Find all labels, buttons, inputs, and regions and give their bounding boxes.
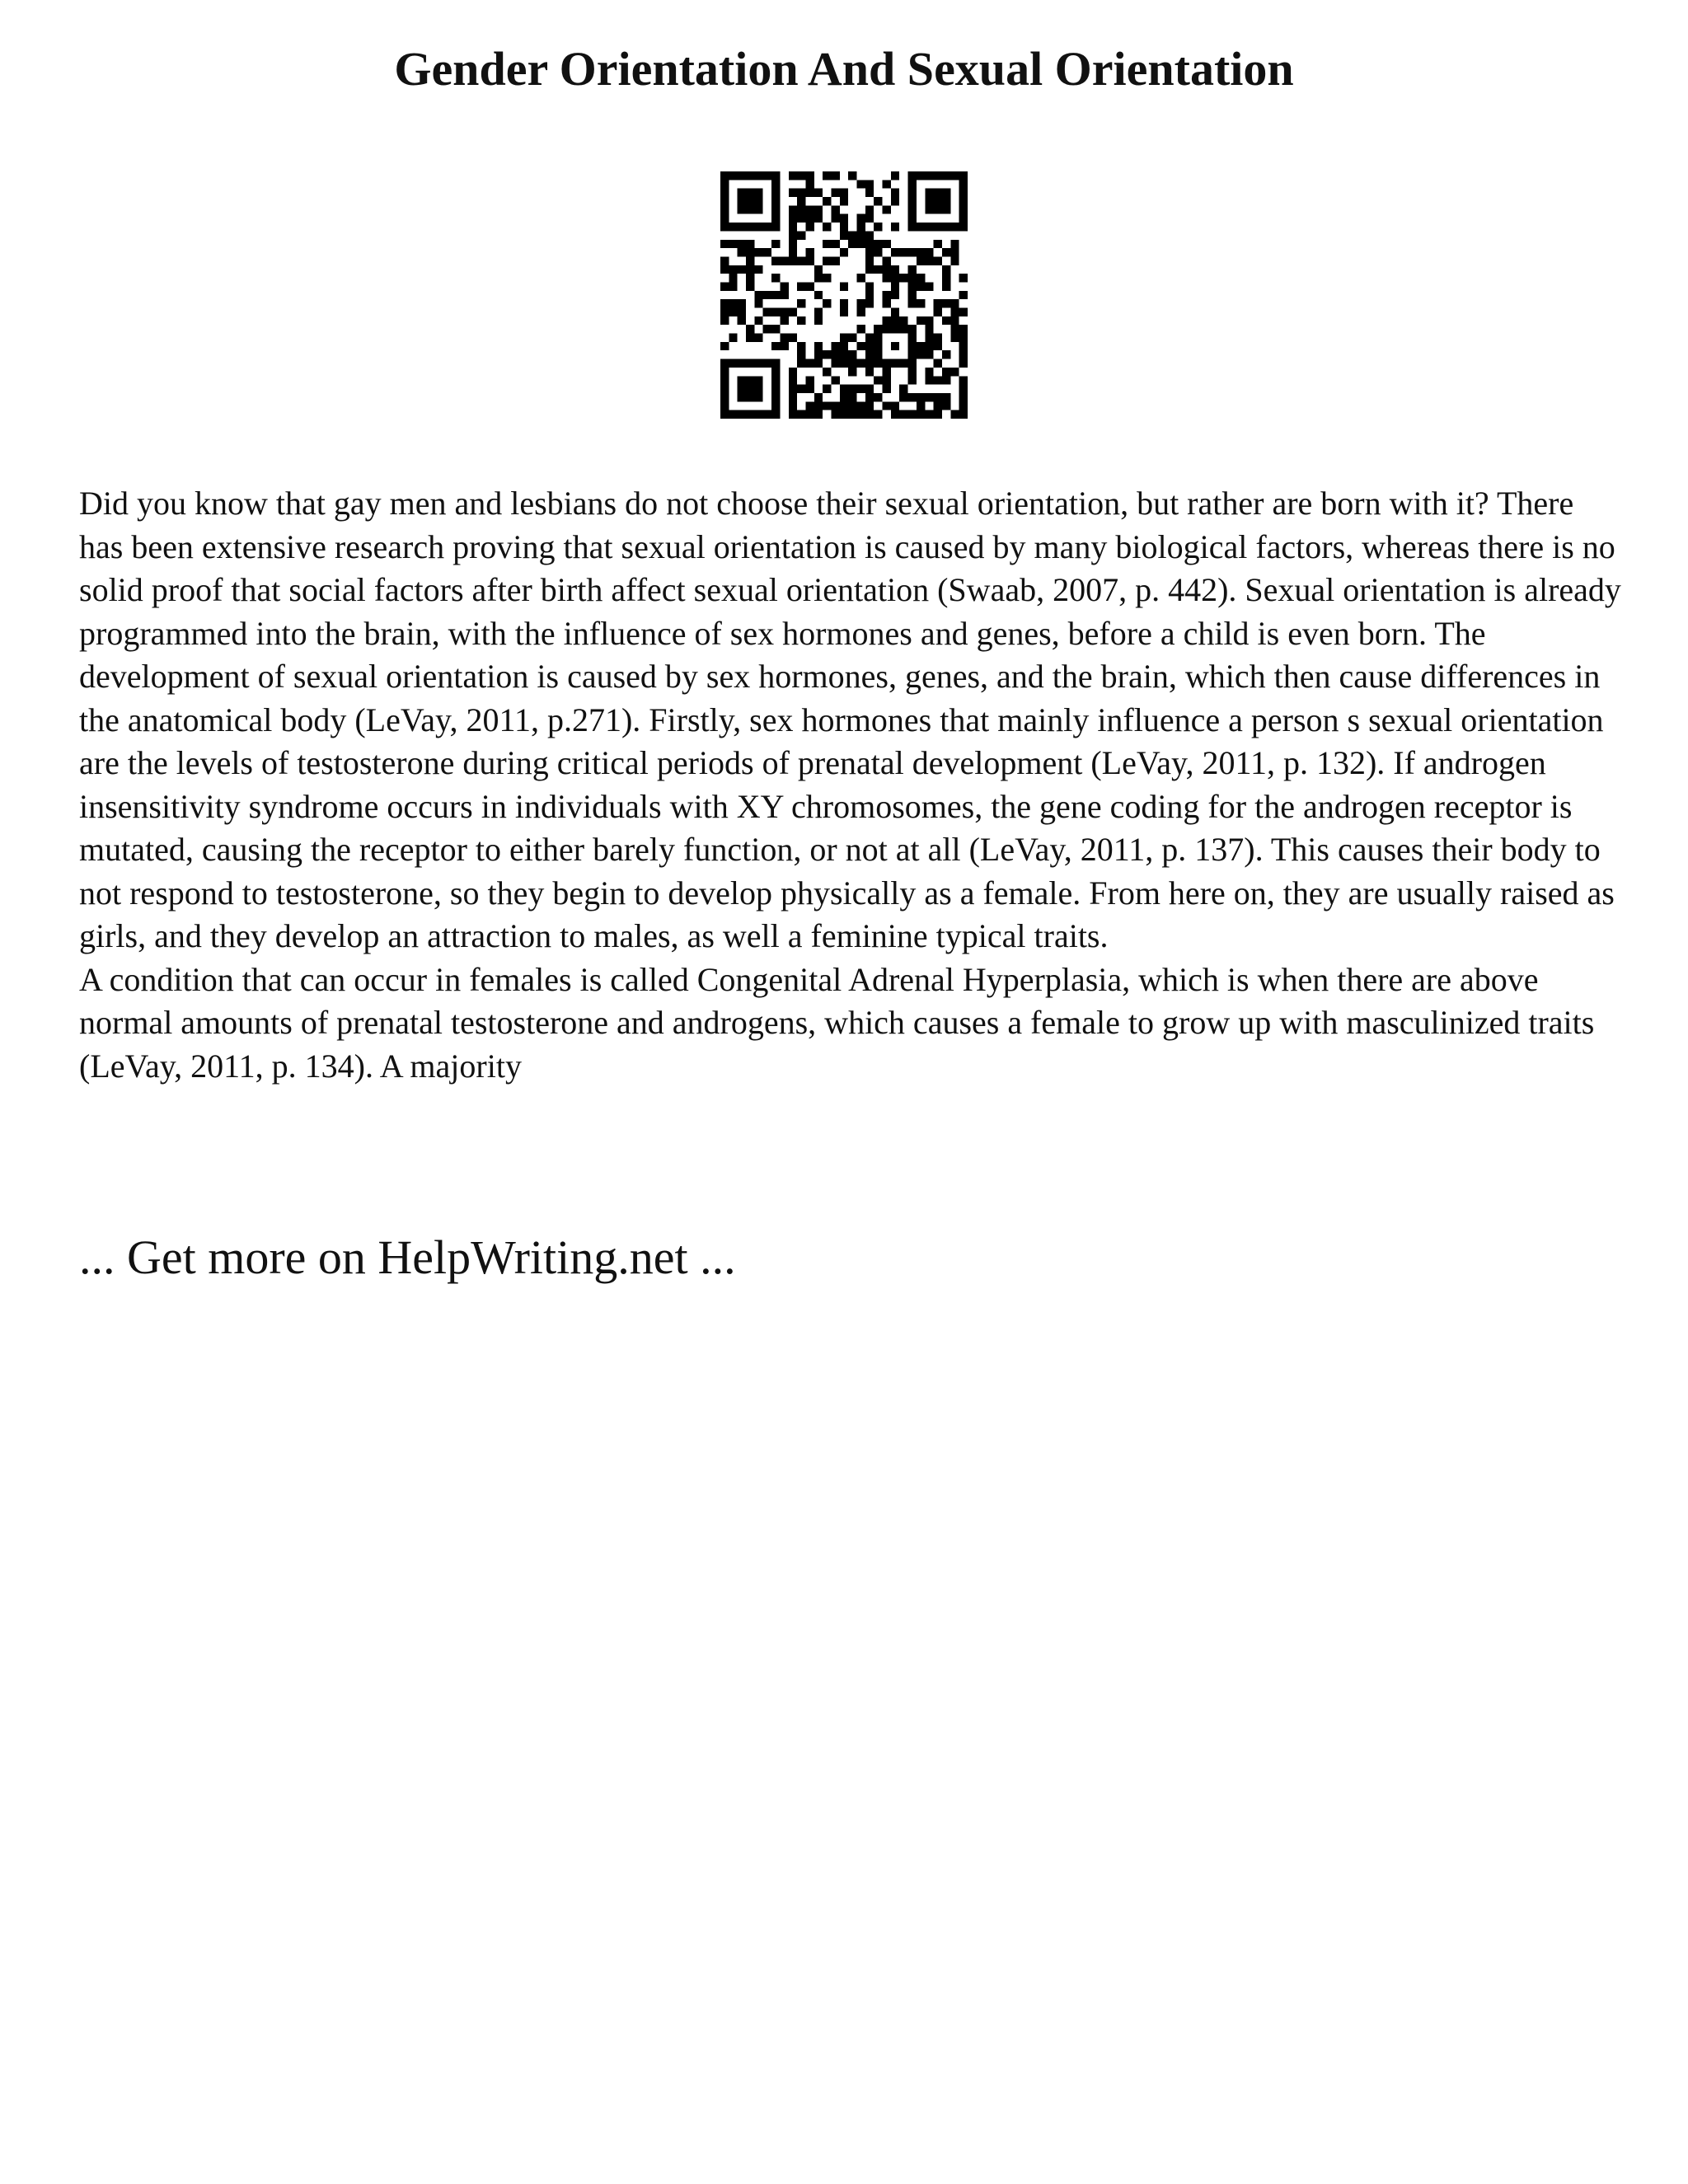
document-title: Gender Orientation And Sexual Orientation (394, 42, 1294, 96)
article-body (79, 482, 1622, 1088)
get-more-link[interactable]: ... Get more on HelpWriting.net ... (79, 1230, 736, 1284)
paragraph-2: A condition that can occur in females is called Congenital Adrenal Hyperplasia, which is when there are above normal amounts of prenatal testosterone and androgens, which causes a female to grow up with masculinized traits (LeVay, 2011, p. 134). A majority (79, 960, 1595, 1085)
paragraph-1: Did you know that gay men and lesbians do not choose their sexual orientation, but rather are born with it? There has been extensive research proving that sexual orientation is caused by many biological factors, whereas there is no solid proof that social factors after birth affect sexual orientation (Swaab, 2007, p. 442). Sexual orientation is already programmed into the brain, with the influence of sex hormones and genes, before a child is even born. The development of sexual orientation is caused by sex hormones, genes, and the brain, which then cause differences in the anatomical body (LeVay, 2011, p.271). Firstly, sex hormones that mainly influence a person s sexual orientation are the levels of testosterone during critical periods of prenatal development (LeVay, 2011, p. 132). If androgen insensitivity syndrome occurs in individuals with XY chromosomes, the gene coding for the androgen receptor is mutated, causing the receptor to either barely function, or not at all (LeVay, 2011, p. 137). This causes their body to not respond to testosterone, so they begin to develop physically as a female. From here on, they are usually raised as girls, and they develop an attraction to males, as well a feminine typical traits. (79, 485, 1621, 954)
qr-code-icon (720, 171, 968, 419)
